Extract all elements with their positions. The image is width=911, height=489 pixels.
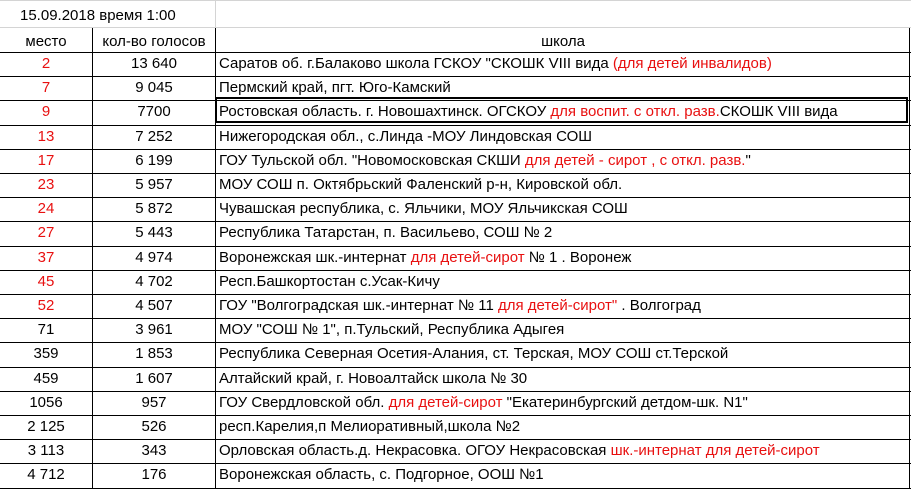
school-note-red: для воспит. с откл. разв. <box>550 103 720 120</box>
school-text: . Волгоград <box>617 297 701 314</box>
school-text: Пермский край, пгт. Юго-Камский <box>219 79 451 96</box>
cell-school[interactable] <box>219 342 909 366</box>
cell-votes[interactable]: 1 853 <box>135 345 173 362</box>
cell-place[interactable]: 24 <box>37 200 55 217</box>
cell-votes[interactable]: 13 640 <box>131 55 177 72</box>
cell-votes[interactable]: 4 702 <box>135 273 173 290</box>
cell-place[interactable]: 13 <box>37 128 55 145</box>
cell-votes[interactable]: 176 <box>141 466 167 483</box>
cell-school[interactable] <box>219 246 909 270</box>
header-place[interactable]: место <box>25 33 67 50</box>
cell-place[interactable]: 27 <box>37 224 55 241</box>
cell-votes[interactable]: 5 957 <box>135 176 173 193</box>
school-text: " <box>745 152 751 169</box>
cell-school[interactable] <box>219 367 909 391</box>
cell-place[interactable]: 37 <box>37 249 55 266</box>
cell-school[interactable] <box>219 415 909 439</box>
cell-school[interactable] <box>219 149 909 173</box>
cell-place[interactable]: 459 <box>33 370 59 387</box>
school-note-red: для детей-сирот" <box>497 297 618 314</box>
cell-place[interactable]: 359 <box>33 345 59 362</box>
cell-place[interactable]: 7 <box>41 79 51 96</box>
cell-votes[interactable]: 5 443 <box>135 224 173 241</box>
school-text: Респ.Башкортостан с.Усак-Кичу <box>219 273 440 290</box>
school-text: Нижегородская обл., с.Линда -МОУ Линдовская СОШ <box>219 128 593 145</box>
sheet-title[interactable]: 15.09.2018 время 1:00 <box>20 7 176 24</box>
school-text: МОУ СОШ п. Октябрьский Фаленский р-н, Кировской обл. <box>219 176 623 193</box>
cell-votes[interactable]: 5 872 <box>135 200 173 217</box>
school-text: Ростовская область. г. Новошахтинск. ОГСКОУ <box>219 103 551 120</box>
header-school[interactable]: школа <box>541 33 585 50</box>
table-border-v <box>909 28 910 488</box>
cell-votes[interactable]: 957 <box>141 394 167 411</box>
cell-votes[interactable]: 4 974 <box>135 249 173 266</box>
school-text: Воронежская шк.-интернат <box>219 249 411 266</box>
cell-votes[interactable]: 9 045 <box>135 79 173 96</box>
school-text: Орловская область.д. Некрасовка. ОГОУ Некрасовская <box>219 442 611 459</box>
school-note-red: для детей - сирот , с откл. разв. <box>524 152 746 169</box>
school-text: ГОУ "Волгоградская шк.-интернат № 11 <box>219 297 498 314</box>
cell-school[interactable] <box>219 125 909 149</box>
cell-school[interactable] <box>219 318 909 342</box>
school-text: ГОУ Тульской обл. "Новомосковская СКШИ <box>219 152 525 169</box>
cell-place[interactable]: 23 <box>37 176 55 193</box>
cell-place[interactable]: 71 <box>37 321 55 338</box>
cell-place[interactable]: 52 <box>37 297 55 314</box>
cell-votes[interactable]: 7700 <box>137 103 171 120</box>
cell-school[interactable] <box>219 270 909 294</box>
cell-place[interactable]: 2 125 <box>27 418 65 435</box>
cell-school[interactable] <box>219 173 909 197</box>
cell-votes[interactable]: 1 607 <box>135 370 173 387</box>
school-text: Алтайский край, г. Новоалтайск школа № 30 <box>219 370 528 387</box>
cell-votes[interactable]: 6 199 <box>135 152 173 169</box>
cell-place[interactable]: 1056 <box>29 394 63 411</box>
cell-votes[interactable]: 526 <box>141 418 167 435</box>
school-text: респ.Карелия,п Мелиоративный,школа №2 <box>219 418 521 435</box>
cell-votes[interactable]: 3 961 <box>135 321 173 338</box>
cell-school[interactable] <box>219 294 909 318</box>
cell-school[interactable] <box>219 197 909 221</box>
school-note-red: для детей-сирот <box>388 394 503 411</box>
cell-votes[interactable]: 4 507 <box>135 297 173 314</box>
cell-place[interactable]: 3 113 <box>27 442 65 459</box>
cell-school[interactable] <box>219 463 909 487</box>
school-text: "Екатеринбургский детдом-шк. N1" <box>502 394 748 411</box>
school-text: Чувашская республика, с. Яльчики, МОУ Яльчикская СОШ <box>219 200 628 217</box>
cell-votes[interactable]: 343 <box>141 442 167 459</box>
cell-place[interactable]: 45 <box>37 273 55 290</box>
cell-place[interactable]: 2 <box>41 55 51 72</box>
cell-school[interactable] <box>219 391 909 415</box>
school-text: МОУ "СОШ № 1", п.Тульский, Республика Адыгея <box>219 321 565 338</box>
cell-place[interactable]: 17 <box>37 152 55 169</box>
gridline-h <box>0 0 911 1</box>
school-text: Республика Северная Осетия-Алания, ст. Терская, МОУ СОШ ст.Терской <box>219 345 729 362</box>
school-text: № 1 . Воронеж <box>524 249 632 266</box>
school-text: Республика Татарстан, п. Васильево, СОШ № 2 <box>219 224 553 241</box>
cell-school[interactable] <box>219 439 909 463</box>
cell-place[interactable]: 9 <box>41 103 51 120</box>
cell-school[interactable] <box>219 52 909 76</box>
school-note-red: для детей-сирот <box>410 249 525 266</box>
school-note-red: шк.-интернат для детей-сирот <box>610 442 820 459</box>
school-text: СКОШК VIII вида <box>719 103 838 120</box>
school-text: Воронежская область, с. Подгорное, ООШ №1 <box>219 466 544 483</box>
cell-place[interactable]: 4 712 <box>27 466 65 483</box>
cell-votes[interactable]: 7 252 <box>135 128 173 145</box>
school-note-red: (для детей инвалидов) <box>612 55 772 72</box>
selected-cell <box>215 97 908 123</box>
school-text: ГОУ Свердловской обл. <box>219 394 389 411</box>
school-text: Саратов об. г.Балаково школа ГСКОУ "СКОШК VIII вида <box>219 55 613 72</box>
cell-school[interactable] <box>219 221 909 245</box>
header-votes[interactable]: кол-во голосов <box>102 33 206 50</box>
